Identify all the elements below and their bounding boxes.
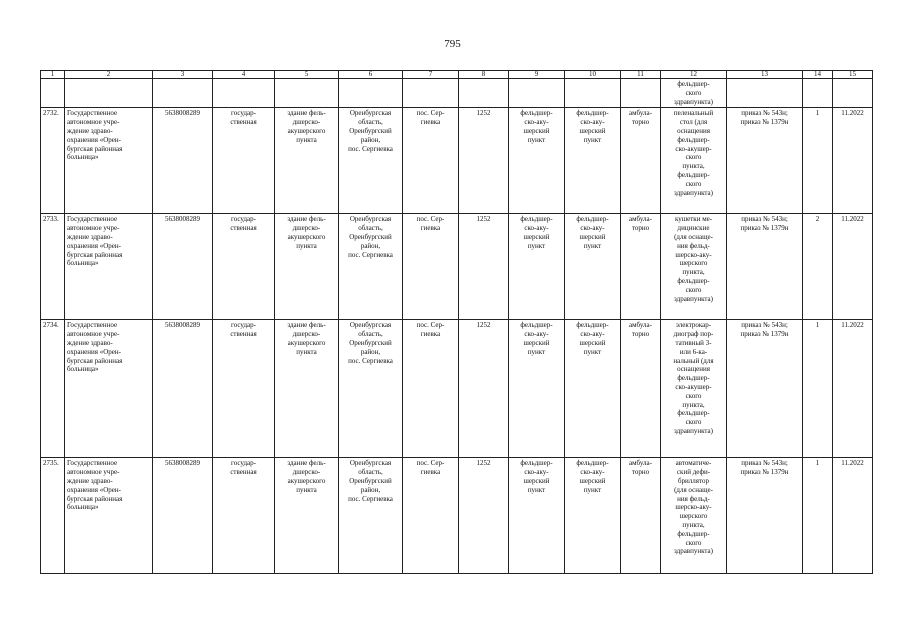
settlement-cell: пос. Сер- гиевка	[403, 214, 459, 320]
care-mode-cell: амбула- торно	[621, 320, 661, 458]
register-table	[40, 70, 873, 574]
table-cell	[803, 79, 833, 108]
unit-type-cell: фельдшер- ско-аку- шерский пункт	[509, 108, 565, 214]
quantity-cell: 1	[803, 458, 833, 574]
settlement-cell: пос. Сер- гиевка	[403, 320, 459, 458]
date-cell: 11.2022	[833, 108, 873, 214]
quantity-cell: 1	[803, 320, 833, 458]
settlement-cell: пос. Сер- гиевка	[403, 458, 459, 574]
care-mode-cell: амбула- торно	[621, 458, 661, 574]
care-mode-cell: амбула- торно	[621, 214, 661, 320]
inn-cell: 5638008289	[153, 458, 213, 574]
quantity-cell: 2	[803, 214, 833, 320]
row-number: 2735.	[41, 458, 65, 574]
orders-cell: приказ № 543н; приказ № 1379н	[727, 320, 803, 458]
table-cell	[621, 79, 661, 108]
unit-type-cell: фельдшер- ско-аку- шерский пункт	[509, 214, 565, 320]
table-cell	[153, 79, 213, 108]
equipment-cell: электрокар- диограф пор- тативный 3- или 6-ка- нальный (для оснащения фельдшер- ско-акушер- ского пункта, фельдшер- ского здравпункта)	[661, 320, 727, 458]
orders-cell: приказ № 543н; приказ № 1379н	[727, 214, 803, 320]
table-cell	[41, 79, 65, 108]
equipment-cell: автоматиче- ский дефи- бриллятор (для оснаще- ния фельд- шерско-аку- шерского пункта, фельдшер- ского здравпункта)	[661, 458, 727, 574]
page-number: 795	[444, 38, 461, 50]
column-number: 4	[213, 71, 275, 79]
table-cell	[275, 79, 339, 108]
equipment-cell: пеленальный стол (для оснащения фельдшер- ско-акушер- ского пункта, фельдшер- ского здравпункта)	[661, 108, 727, 214]
address-cell: Оренбургская область, Оренбургский район, пос. Сергиевка	[339, 214, 403, 320]
building-cell: здание фель- дшерско- акушерского пункта	[275, 214, 339, 320]
code-cell: 1252	[459, 108, 509, 214]
ownership-cell: государ- ственная	[213, 320, 275, 458]
table-cell	[65, 79, 153, 108]
address-cell: Оренбургская область, Оренбургский район, пос. Сергиевка	[339, 108, 403, 214]
column-number: 13	[727, 71, 803, 79]
unit-type-cell: фельдшер- ско-аку- шерский пункт	[509, 458, 565, 574]
code-cell: 1252	[459, 458, 509, 574]
unit-type-cell: фельдшер- ско-аку- шерский пункт	[565, 320, 621, 458]
inn-cell: 5638008289	[153, 320, 213, 458]
equipment-cell: фельдшер- ского здравпункта)	[661, 79, 727, 108]
unit-type-cell: фельдшер- ско-аку- шерский пункт	[565, 214, 621, 320]
column-number: 6	[339, 71, 403, 79]
column-number: 8	[459, 71, 509, 79]
date-cell: 11.2022	[833, 320, 873, 458]
column-number: 11	[621, 71, 661, 79]
inn-cell: 5638008289	[153, 214, 213, 320]
column-number: 3	[153, 71, 213, 79]
ownership-cell: государ- ственная	[213, 108, 275, 214]
column-number: 2	[65, 71, 153, 79]
table-cell	[833, 79, 873, 108]
table-row	[41, 214, 873, 320]
organization-cell: Государственное автономное учре- ждение здраво- охранения «Орен- бургская районная больница»	[65, 214, 153, 320]
column-number: 10	[565, 71, 621, 79]
row-number: 2733.	[41, 214, 65, 320]
organization-cell: Государственное автономное учре- ждение здраво- охранения «Орен- бургская районная больница»	[65, 108, 153, 214]
column-number: 7	[403, 71, 459, 79]
table-cell	[565, 79, 621, 108]
building-cell: здание фель- дшерско- акушерского пункта	[275, 108, 339, 214]
organization-cell: Государственное автономное учре- ждение здраво- охранения «Орен- бургская районная больница»	[65, 320, 153, 458]
table-cell	[339, 79, 403, 108]
quantity-cell: 1	[803, 108, 833, 214]
address-cell: Оренбургская область, Оренбургский район, пос. Сергиевка	[339, 458, 403, 574]
row-number: 2734.	[41, 320, 65, 458]
unit-type-cell: фельдшер- ско-аку- шерский пункт	[565, 108, 621, 214]
table-cell	[459, 79, 509, 108]
date-cell: 11.2022	[833, 214, 873, 320]
address-cell: Оренбургская область, Оренбургский район, пос. Сергиевка	[339, 320, 403, 458]
column-number: 9	[509, 71, 565, 79]
unit-type-cell: фельдшер- ско-аку- шерский пункт	[565, 458, 621, 574]
orders-cell: приказ № 543н; приказ № 1379н	[727, 458, 803, 574]
ownership-cell: государ- ственная	[213, 214, 275, 320]
table-row	[41, 108, 873, 214]
orders-cell: приказ № 543н; приказ № 1379н	[727, 108, 803, 214]
unit-type-cell: фельдшер- ско-аку- шерский пункт	[509, 320, 565, 458]
row-number: 2732.	[41, 108, 65, 214]
settlement-cell: пос. Сер- гиевка	[403, 108, 459, 214]
code-cell: 1252	[459, 320, 509, 458]
table-cell	[403, 79, 459, 108]
column-number: 15	[833, 71, 873, 79]
date-cell: 11.2022	[833, 458, 873, 574]
table-row	[41, 320, 873, 458]
table-cell	[509, 79, 565, 108]
inn-cell: 5638008289	[153, 108, 213, 214]
column-number-row	[41, 71, 873, 79]
column-number: 1	[41, 71, 65, 79]
ownership-cell: государ- ственная	[213, 458, 275, 574]
table-cell	[727, 79, 803, 108]
column-number: 14	[803, 71, 833, 79]
building-cell: здание фель- дшерско- акушерского пункта	[275, 458, 339, 574]
column-number: 5	[275, 71, 339, 79]
organization-cell: Государственное автономное учре- ждение здраво- охранения «Орен- бургская районная больница»	[65, 458, 153, 574]
column-number: 12	[661, 71, 727, 79]
table-row	[41, 458, 873, 574]
code-cell: 1252	[459, 214, 509, 320]
carryover-row	[41, 79, 873, 108]
care-mode-cell: амбула- торно	[621, 108, 661, 214]
building-cell: здание фель- дшерско- акушерского пункта	[275, 320, 339, 458]
equipment-cell: кушетки ме- дицинские (для оснаще- ния фельд- шерско-аку- шерского пункта, фельдшер- ского здравпункта)	[661, 214, 727, 320]
table-cell	[213, 79, 275, 108]
